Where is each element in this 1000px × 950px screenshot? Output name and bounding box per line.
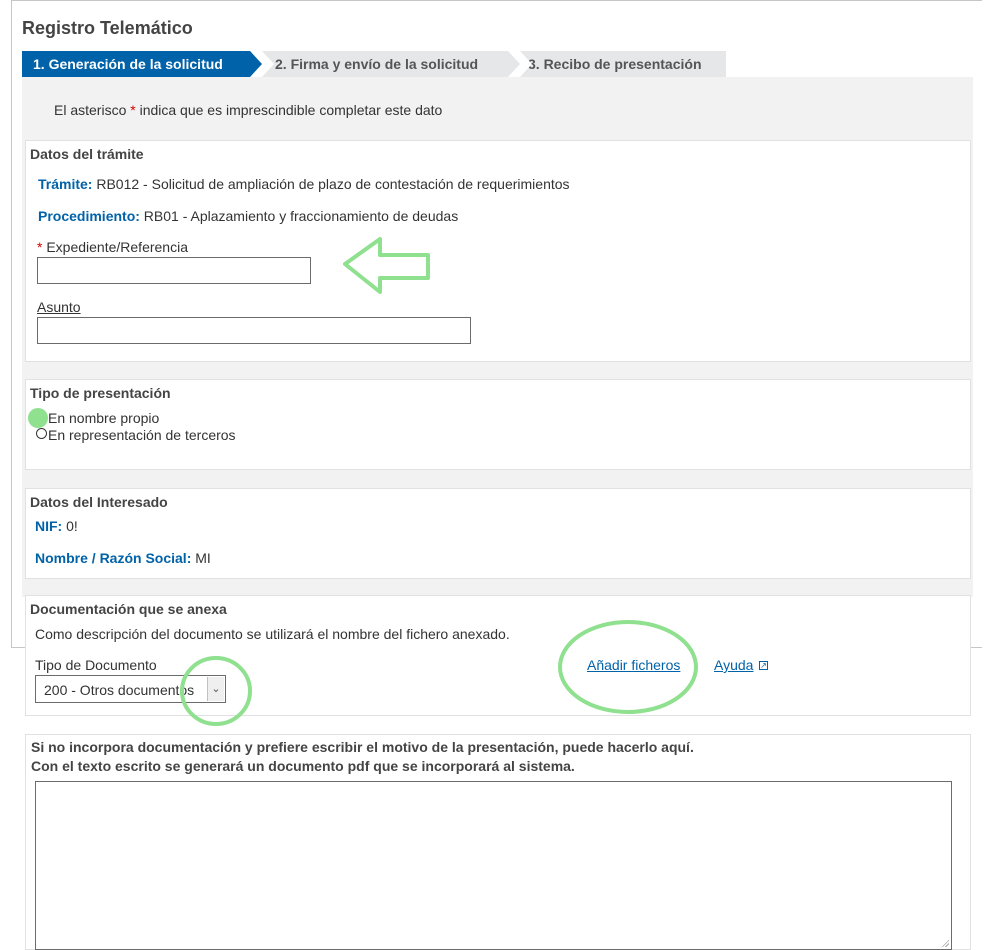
nombre-label: Nombre / Razón Social: (35, 550, 192, 566)
step3-notch (520, 51, 532, 77)
nif-label: NIF: (35, 518, 63, 534)
step1-arrow (250, 51, 262, 77)
add-files-link[interactable]: Añadir ficheros (587, 657, 681, 673)
expediente-label-text: Expediente/Referencia (42, 239, 188, 255)
motivo-line-2: Con el texto escrito se generará un documento pdf que se incorporará al sistema. (31, 758, 575, 774)
tipo-documento-value: 200 - Otros documentos (44, 682, 195, 698)
annotation-circle-select-icon (178, 655, 254, 727)
tramite-value: RB012 - Solicitud de ampliación de plazo de contestación de requerimientos (92, 176, 570, 192)
motivo-line-1: Si no incorpora documentación y prefiere escribir el motivo de la presentación, puede hacerlo aquí. (31, 739, 694, 755)
step2-arrow (508, 51, 520, 77)
nif-value: 0! (62, 518, 78, 534)
asunto-input[interactable] (37, 317, 471, 344)
expediente-input[interactable] (37, 257, 311, 284)
nombre-row (35, 550, 211, 566)
presentacion-section-title: Tipo de presentación (30, 385, 171, 401)
annotation-circle-add-files-icon (556, 620, 700, 718)
tramite-row (38, 176, 570, 192)
tipo-documento-label: Tipo de Documento (35, 657, 157, 673)
external-link-icon[interactable]: ↗ (760, 661, 767, 670)
asunto-label: Asunto (37, 299, 81, 315)
procedimiento-label: Procedimiento: (38, 208, 140, 224)
radio-selected-indicator (28, 408, 48, 428)
nombre-value: MI (191, 550, 211, 566)
radio-representacion[interactable] (36, 428, 47, 439)
nif-row (35, 518, 78, 534)
resize-handle-icon[interactable] (941, 939, 949, 947)
expediente-label (37, 239, 188, 255)
step-firma: 2. Firma y envío de la solicitud (262, 51, 508, 77)
expediente-required-star: * (37, 239, 43, 255)
step-generacion: 1. Generación de la solicitud (22, 51, 250, 77)
asterisk-note (54, 102, 442, 118)
page-title: Registro Telemático (22, 18, 193, 38)
documentacion-section-title: Documentación que se anexa (30, 601, 227, 617)
wizard-steps (22, 51, 726, 77)
tramite-section-title: Datos del trámite (30, 146, 144, 162)
step-recibo: 3. Recibo de presentación (520, 51, 726, 77)
window-right-strip (982, 0, 1000, 648)
radio-representacion-label[interactable]: En representación de terceros (48, 427, 236, 443)
note-text-before: El asterisco (54, 102, 131, 118)
documentacion-description: Como descripción del documento se utilizará el nombre del fichero anexado. (35, 626, 510, 642)
procedimiento-row (38, 208, 458, 224)
chevron-down-icon[interactable]: ⌄ (207, 677, 224, 701)
step2-notch (262, 51, 274, 77)
tramite-label: Trámite: (38, 176, 93, 192)
note-text-after: indica que es imprescindible completar este dato (135, 102, 443, 118)
help-link[interactable]: Ayuda (714, 657, 754, 673)
procedimiento-value: RB01 - Aplazamiento y fraccionamiento de deudas (139, 208, 459, 224)
interesado-section-title: Datos del Interesado (30, 494, 168, 510)
annotation-arrow-icon (342, 236, 432, 296)
motivo-textarea[interactable] (35, 781, 952, 950)
radio-nombre-propio-label[interactable]: En nombre propio (48, 410, 160, 426)
required-star: * (130, 102, 136, 118)
